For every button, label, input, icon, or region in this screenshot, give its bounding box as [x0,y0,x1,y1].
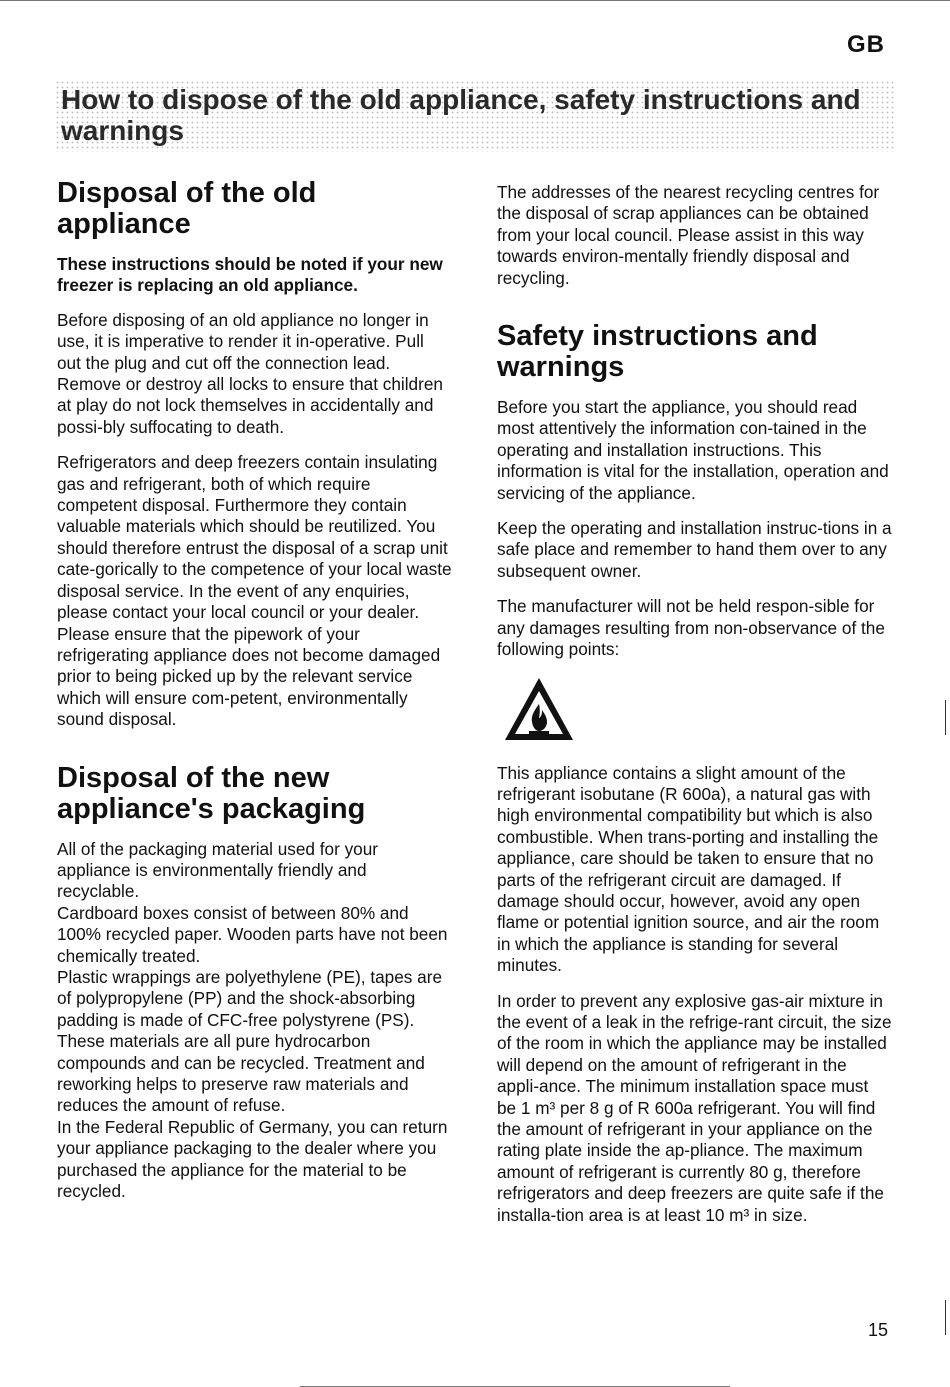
edge-mark [945,700,946,735]
banner-title: How to dispose of the old appliance, safety instructions and warnings [61,84,861,146]
left-column [57,178,452,1216]
paragraph: Refrigerators and deep freezers contain insulating gas and refrigerant, both of which require competent disposal. Furthermore they contain valuable materials which should be reutilized. You should therefore entrust the disposal of a scrap unit cate-gorically to the competence of your local waste disposal service. In the event of any enquiries, please contact your local council or your dealer. [57,452,452,623]
right-column [497,182,892,1240]
heading-safety: Safety instructions and warnings [497,320,818,384]
paragraph: The addresses of the nearest recycling centres for the disposal of scrap appliances can be obtained from your local council. Please assist in this way towards environ-mentally friendly disposal and recycling. [497,182,880,288]
language-code: GB [847,31,885,58]
paragraph: In the Federal Republic of Germany, you can return your appliance packaging to the dealer where you purchased the appliance for the material to be recycled. [57,1116,448,1202]
edge-mark [945,1300,946,1335]
paragraph: Before disposing of an old appliance no longer in use, it is imperative to render it in-operative. Pull out the plug and cut off the connection lead. Remove or destroy all locks to ensure that children at play do not lock themselves in accidentally and possi-bly suffocating to death. [57,309,443,437]
lead-paragraph: These instructions should be noted if your new freezer is replacing an old appliance. [57,254,443,296]
section-banner [55,80,895,152]
paragraph: In order to prevent any explosive gas-air mixture in the event of a leak in the refrige-rant circuit, the size of the room in which the appliance may be installed will depend on the amount of refrigerant in the appli-ance. The minimum installation space must be 1 m³ per 8 g of R 600a refrigerant. You will find the amount of refrigerant in your appliance on the rating plate inside the ap-pliance. The maximum amount of refrigerant is currently 80 g, therefore refrigerators and deep freezers are quite safe if the installa-tion area is at least 10 m³ in size. [497,990,892,1225]
paragraph: Before you start the appliance, you should read most attentively the information con-tained in the operating and installation instructions. This information is vital for the installation, operation and servicing of the appliance. [497,397,889,503]
top-rule [0,0,950,1]
paragraph: Cardboard boxes consist of between 80% and 100% recycled paper. Wooden parts have not been chemically treated. [57,902,448,966]
paragraph: Please ensure that the pipework of your refrigerating appliance does not become damaged prior to being picked up by the relevant service which will ensure com-petent, environmentally sound disposal. [57,623,441,730]
heading-disposal-new: Disposal of the new appliance's packaging [57,761,366,825]
paragraph: This appliance contains a slight amount of the refrigerant isobutane (R 600a), a natural gas with high environmental compatibility but which is also combustible. When trans-porting and installing the appliance, care should be taken to ensure that no parts of the refrigerant circuit are damaged. If damage should occur, however, avoid any open flame or potential ignition source, and air the room in which the appliance is standing for several minutes. [497,762,880,976]
paragraph: Keep the operating and installation instruc-tions in a safe place and remember to hand them over to any subsequent owner. [497,518,892,581]
spacer [57,745,452,763]
flammable-warning-triangle-icon [503,675,575,743]
spacer [497,303,892,321]
paragraph: Plastic wrappings are polyethylene (PE), tapes are of polypropylene (PP) and the shock-absorbing padding is made of CFC-free polystyrene (PS). These materials are all pure hydrocarbon compounds and can be recycled. Treatment and reworking helps to preserve raw materials and reduces the amount of refuse. [57,966,443,1116]
heading-disposal-old: Disposal of the old appliance [57,177,317,240]
paragraph: The manufacturer will not be held respon-sible for any damages resulting from non-observance of the following points: [497,596,885,660]
paragraph: All of the packaging material used for your appliance is environmentally friendly and recyclable. [57,838,379,902]
page-number: 15 [868,1320,889,1340]
